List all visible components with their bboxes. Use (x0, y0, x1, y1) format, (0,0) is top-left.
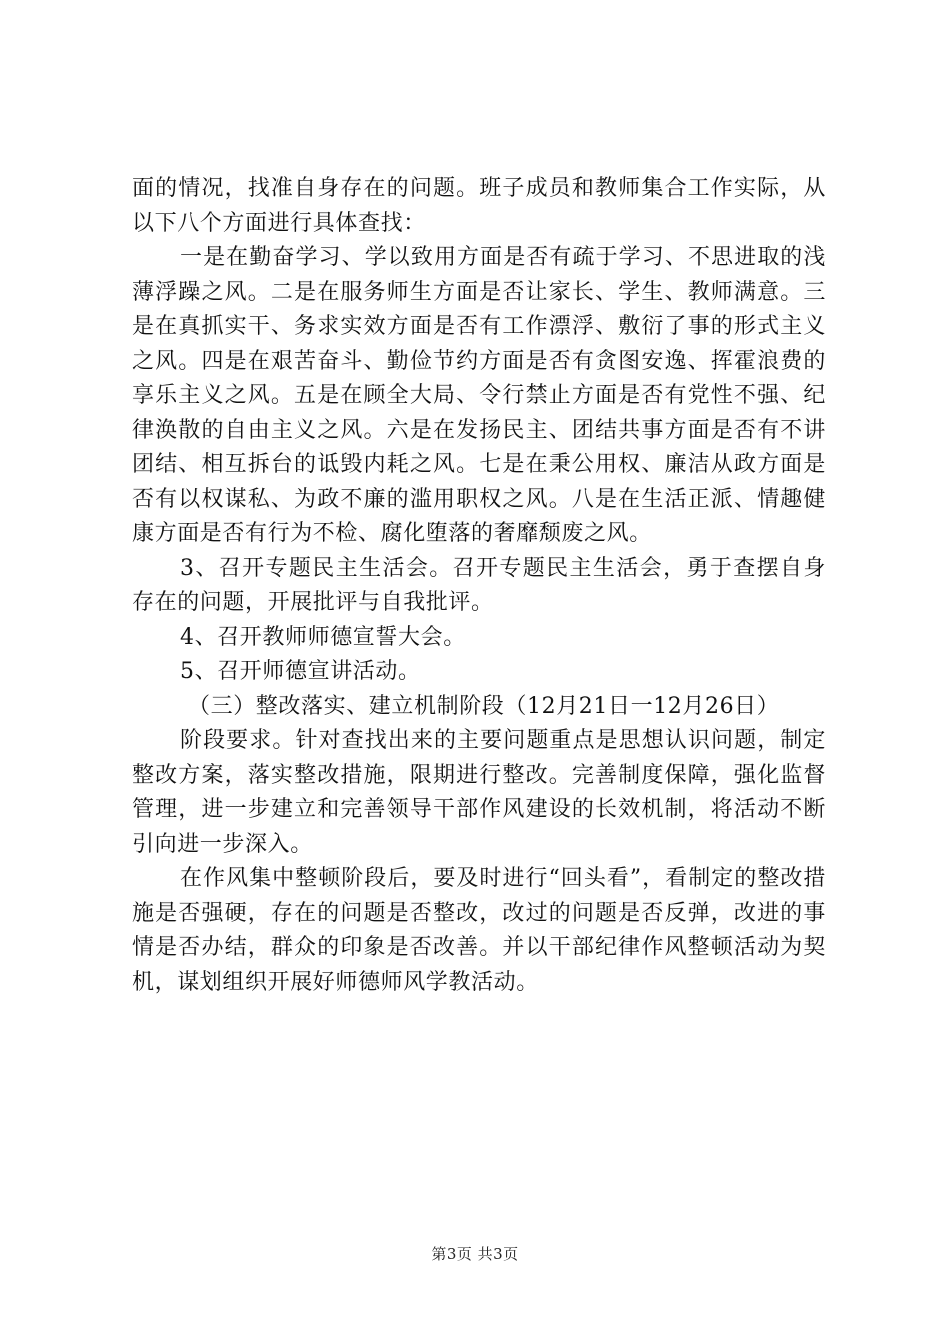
paragraph-eight-aspects: 一是在勤奋学习、学以致用方面是否有疏于学习、不思进取的浅薄浮躁之风。二是在服务师生方面是否让家长、学生、教师满意。三是在真抓实干、务求实效方面是否有工作漂浮、敷衍了事的形式主义之风。四是在艰苦奋斗、勤俭节约方面是否有贪图安逸、挥霍浪费的享乐主义之风。五是在顾全大局、令行禁止方面是否有党性不强、纪律涣散的自由主义之风。六是在发扬民主、团结共事方面是否有不讲团结、相互拆台的诋毁内耗之风。七是在秉公用权、廉洁从政方面是否有以权谋私、为政不廉的滥用职权之风。八是在生活正派、情趣健康方面是否有行为不检、腐化堕落的奢靡颓废之风。 (132, 245, 826, 546)
page-footer: 第3页 共3页 (431, 1245, 519, 1263)
section-heading-stage-3: （三）整改落实、建立机制阶段（12月21日一12月26日） (188, 693, 780, 719)
paragraph-continuation: 面的情况，找准自身存在的问题。班子成员和教师集合工作实际，从以下八个方面进行具体查找： (132, 176, 826, 236)
paragraph-item-3: 3、召开专题民主生活会。召开专题民主生活会，勇于查摆自身存在的问题，开展批评与自我批评。 (132, 555, 826, 615)
paragraph-item-5: 5、召开师德宣讲活动。 (180, 659, 421, 684)
document-body (132, 172, 826, 1000)
paragraph-stage-requirements: 阶段要求。针对查找出来的主要问题重点是思想认识问题，制定整改方案，落实整改措施，限期进行整改。完善制度保障，强化监督管理，进一步建立和完善领导干部作风建设的长效机制，将活动不断引向进一步深入。 (132, 728, 826, 857)
paragraph-look-back: 在作风集中整顿阶段后，要及时进行“回头看”，看制定的整改措施是否强硬，存在的问题是否整改，改过的问题是否反弹，改进的事情是否办结，群众的印象是否改善。并以干部纪律作风整顿活动为契机，谋划组织开展好师德师风学教活动。 (132, 866, 826, 995)
paragraph-item-4: 4、召开教师师德宣誓大会。 (180, 624, 466, 650)
